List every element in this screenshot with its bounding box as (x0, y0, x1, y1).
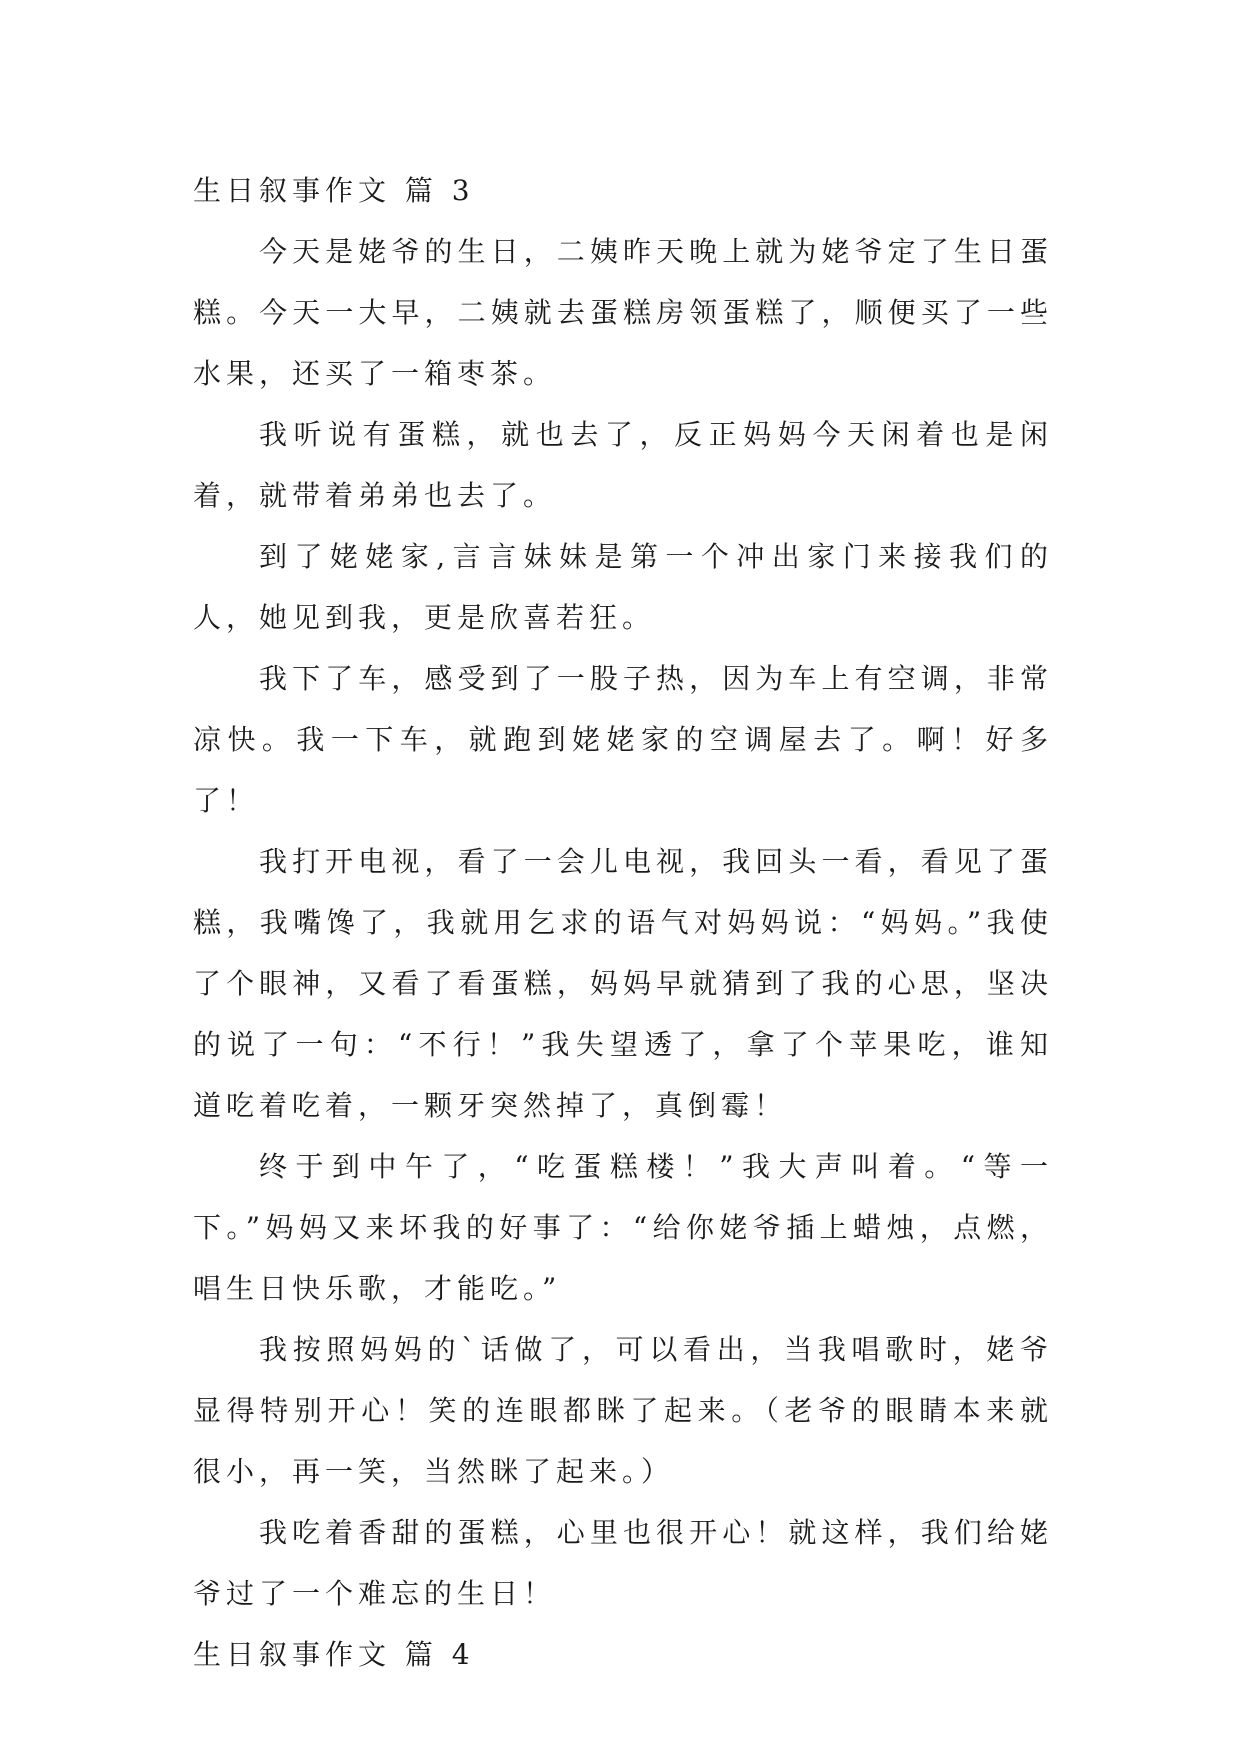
paragraph: 我按照妈妈的`话做了，可以看出，当我唱歌时，姥爷显得特别开心！笑的连眼都眯了起来。（老爷的眼睛本来就很小，再一笑，当然眯了起来。） (193, 1333, 1053, 1488)
section-heading-4: 生日叙事作文 篇 4 (193, 1638, 475, 1671)
paragraph: 我吃着香甜的蛋糕，心里也很开心！就这样，我们给姥爷过了一个难忘的生日！ (193, 1516, 1053, 1610)
paragraph: 我听说有蛋糕，就也去了，反正妈妈今天闲着也是闲着，就带着弟弟也去了。 (193, 418, 1053, 512)
document-body (193, 160, 1053, 1685)
paragraph: 终于到中午了，“吃蛋糕楼！”我大声叫着。“等一下。”妈妈又来坏我的好事了：“给你姥爷插上蜡烛，点燃，唱生日快乐歌，才能吃。” (193, 1150, 1053, 1305)
paragraph: 到了姥姥家,言言妹妹是第一个冲出家门来接我们的人，她见到我，更是欣喜若狂。 (193, 540, 1053, 634)
paragraph: 我下了车，感受到了一股子热，因为车上有空调，非常凉快。我一下车，就跑到姥姥家的空调屋去了。啊！好多了！ (193, 662, 1053, 817)
paragraph: 我打开电视，看了一会儿电视，我回头一看，看见了蛋糕，我嘴馋了，我就用乞求的语气对妈妈说：“妈妈。”我使了个眼神，又看了看蛋糕，妈妈早就猜到了我的心思，坚决的说了一句：“不行！”我失望透了，拿了个苹果吃，谁知道吃着吃着，一颗牙突然掉了，真倒霉！ (193, 845, 1053, 1122)
section-heading-3: 生日叙事作文 篇 3 (193, 174, 475, 207)
paragraph: 今天是姥爷的生日，二姨昨天晚上就为姥爷定了生日蛋糕。今天一大早，二姨就去蛋糕房领蛋糕了，顺便买了一些水果，还买了一箱枣茶。 (193, 235, 1053, 390)
